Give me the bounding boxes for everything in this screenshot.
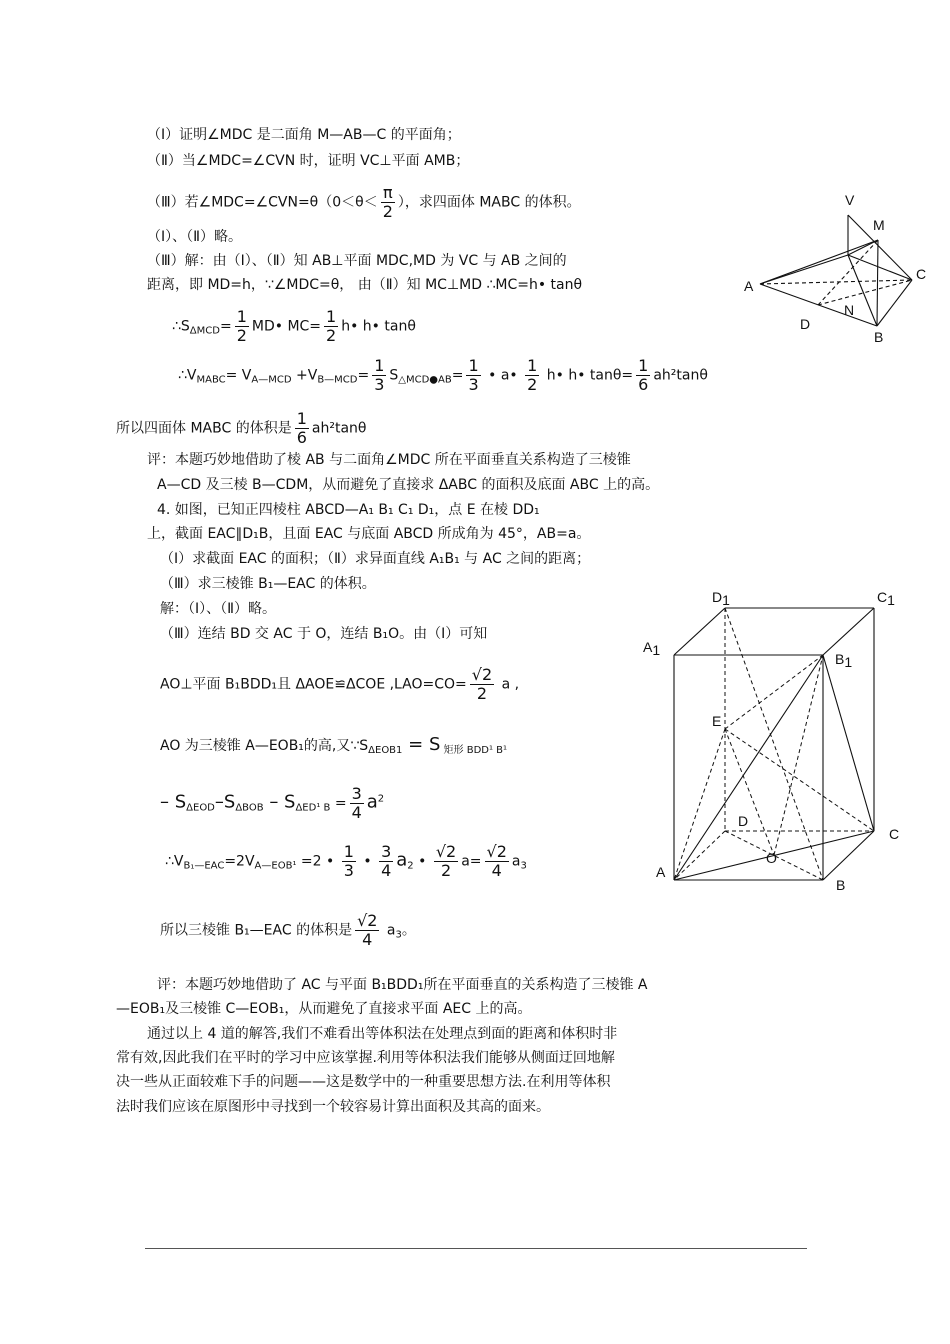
label-B: B xyxy=(874,329,884,345)
label-D: D xyxy=(738,813,749,829)
question-3 xyxy=(147,184,581,221)
label-D1: D1 xyxy=(712,589,730,608)
ao-line: AO⊥平面 B₁BDD₁且 ΔAOE≌ΔCOE ,LAO=CO= $\frac{√2}{2}$ a , xyxy=(160,665,520,703)
label-A1: A1 xyxy=(643,639,661,658)
label-A: A xyxy=(656,864,666,880)
comment-2-line-1: 评：本题巧妙地借助了 AC 与平面 B₁BDD₁所在平面垂直的关系构造了三棱锥 A xyxy=(157,977,648,993)
label-C: C xyxy=(889,826,900,842)
area-subtraction-line: – $S_{\Delta EOD}-S_{\Delta BOB} - S_{\Delta ED^1 B}$ = $\frac{3}{4}$ $a^2$ xyxy=(160,784,385,822)
label-A: A xyxy=(744,278,754,294)
label-N: N xyxy=(844,302,855,318)
area-formula: $\therefore S_{\Delta MCD}=$ $\frac{1}{2}$ MD• MC= $\frac{1}{2}$ h• h• tanθ xyxy=(172,307,416,345)
label-D: D xyxy=(800,316,811,332)
question-1: （Ⅰ）证明∠MDC 是二面角 M—AB—C 的平面角； xyxy=(147,127,461,143)
problem-4-questions: （Ⅰ）求截面 EAC 的面积；（Ⅱ）求异面直线 A₁B₁ 与 AC 之间的距离； xyxy=(160,551,591,567)
comment-1-line-1: 评：本题巧妙地借助了棱 AB 与二面角∠MDC 所在平面垂直关系构造了三棱锥 xyxy=(147,452,631,468)
label-C1: C1 xyxy=(877,589,895,608)
question-2: （Ⅱ）当∠MDC=∠CVN 时，证明 VC⊥平面 AMB； xyxy=(147,153,470,169)
result-2: 所以三棱锥 B₁—EAC 的体积是 $\frac{√2}{4}$ $a_3$。 xyxy=(160,911,416,949)
prism-figure xyxy=(640,585,915,905)
skip-note: （Ⅰ）、（Ⅱ）略。 xyxy=(147,229,243,245)
problem-4-solution: 解：（Ⅰ）、（Ⅱ）略。 xyxy=(160,601,277,617)
volume-2-formula: $\therefore V_{B_1—EAC}=2V_{A—EOB^1} =2$ • $\frac{1}{3}$ • $\frac{3}{4}$ $a_2$ • $\frac{√2}{2}$ a= $\frac{√2}{4}$ $a_3$ xyxy=(165,842,527,880)
label-M: M xyxy=(873,217,885,233)
problem-4-question-3: （Ⅲ）求三棱锥 B₁—EAC 的体积。 xyxy=(160,576,376,592)
solution-3-line-1: （Ⅲ）解：由（Ⅰ）、（Ⅱ）知 AB⊥平面 MDC,MD 为 VC 与 AB 之间的 xyxy=(147,253,567,269)
problem-4-line-1: 4. 如图，已知正四棱柱 ABCD—A₁ B₁ C₁ D₁，点 E 在棱 DD₁ xyxy=(157,502,540,518)
conclusion-line-4: 法时我们应该在原图形中寻找到一个较容易计算出面积及其高的面来。 xyxy=(116,1099,550,1115)
result-1: 所以四面体 MABC 的体积是 $\frac{1}{6}$ ah²tanθ xyxy=(116,409,367,447)
conclusion-line-1: 通过以上 4 道的解答,我们不难看出等体积法在处理点到面的距离和体积时非 xyxy=(147,1026,618,1042)
problem-4-step-3: （Ⅲ）连结 BD 交 AC 于 O，连结 B₁O。由（Ⅰ）可知 xyxy=(160,626,488,642)
conclusion-line-3: 决一些从正面较难下手的问题——这是数学中的一种重要思想方法.在利用等体积 xyxy=(116,1074,611,1090)
comment-2-line-2: —EOB₁及三棱锥 C—EOB₁，从而避免了直接求平面 AEC 上的高。 xyxy=(116,1001,532,1017)
solution-3-line-2: 距离，即 MD=h，∵∠MDC=θ， 由（Ⅱ）知 MC⊥MD ∴MC=h• tanθ xyxy=(147,277,583,293)
question-3-text: （Ⅲ）若∠MDC=∠CVN=θ（0＜θ＜ xyxy=(147,194,378,211)
ao-height-line: AO 为三棱锥 A—EOB₁的高,又$\because S_{\Delta EOB1} = S$ $_{矩形 BDD^1 B^1}$ xyxy=(160,734,508,756)
pi-over-2-fraction: $\frac{\pi}{2}$ xyxy=(382,183,393,221)
problem-4-line-2: 上，截面 EAC∥D₁B，且面 EAC 与底面 ABCD 所成角为 45°，AB=a。 xyxy=(147,526,591,542)
volume-formula: $\therefore V_{MABC}= V_{A—MCD} +V_{B—MCD}=$ $\frac{1}{3}$ $S_{\triangle MCD●AB}=$ $\frac{1}{3}$ • a• $\frac{1}{2}$ h• h• tanθ= $\frac{1}{6}$ ah²tanθ xyxy=(178,356,708,394)
label-O: O xyxy=(766,850,777,866)
tetrahedron-figure xyxy=(730,185,940,355)
label-E: E xyxy=(712,713,722,729)
conclusion-line-2: 常有效,因此我们在平时的学习中应该掌握.利用等体积法我们能够从侧面迂回地解 xyxy=(116,1050,615,1066)
label-V: V xyxy=(845,192,855,208)
label-C: C xyxy=(916,266,927,282)
question-3-tail: ），求四面体 MABC 的体积。 xyxy=(397,194,581,211)
label-B1: B1 xyxy=(835,651,853,670)
label-B: B xyxy=(836,877,846,893)
comment-1-line-2: A—CD 及三棱 B—CDM，从而避免了直接求 ΔABC 的面积及底面 ABC 上的高。 xyxy=(157,477,660,493)
footer-rule xyxy=(145,1248,807,1249)
